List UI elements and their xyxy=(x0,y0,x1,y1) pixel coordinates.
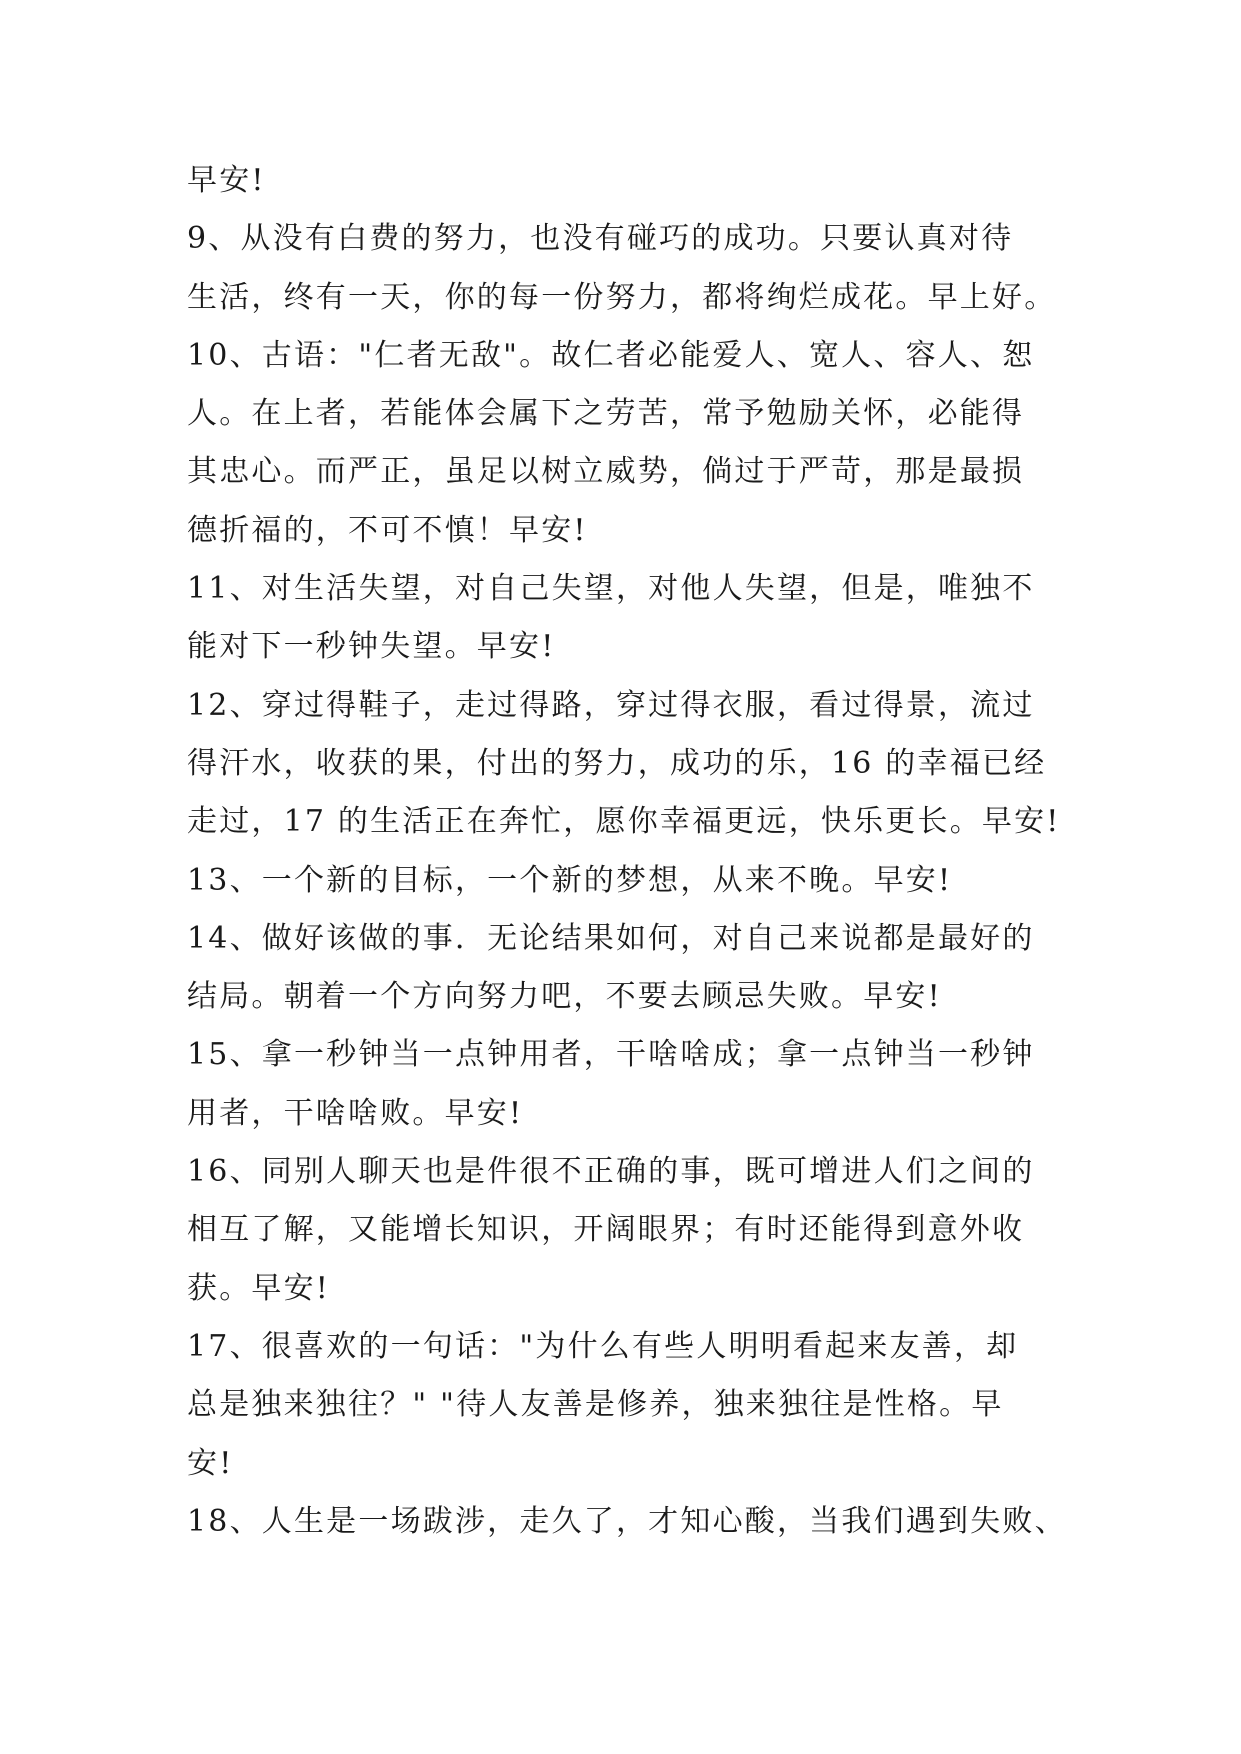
text-line: 17、很喜欢的一句话："为什么有些人明明看起来友善，却 xyxy=(187,1328,1019,1364)
text-line: 15、拿一秒钟当一点钟用者，干啥啥成；拿一点钟当一秒钟 xyxy=(187,1037,1035,1073)
text-line: 获。早安! xyxy=(187,1270,331,1306)
text-line: 人。在上者，若能体会属下之劳苦，常予勉励关怀，必能得 xyxy=(187,396,1025,432)
text-line: 得汗水，收获的果，付出的努力，成功的乐，16 的幸福已经 xyxy=(187,745,1047,781)
text-line: 18、人生是一场跋涉，走久了，才知心酸，当我们遇到失败、 xyxy=(187,1503,1067,1539)
text-line: 13、一个新的目标，一个新的梦想，从来不晚。早安! xyxy=(187,862,953,898)
text-line: 早安! xyxy=(187,163,266,198)
text-line: 12、穿过得鞋子，走过得路，穿过得衣服，看过得景，流过 xyxy=(187,687,1035,723)
text-line: 16、同别人聊天也是件很不正确的事，既可增进人们之间的 xyxy=(187,1154,1035,1190)
text-line: 德折福的，不可不慎！早安! xyxy=(187,512,588,548)
text-line: 结局。朝着一个方向努力吧，不要去顾忌失败。早安! xyxy=(187,979,942,1015)
text-line: 10、古语："仁者无敌"。故仁者必能爱人、宽人、容人、恕 xyxy=(187,337,1035,373)
text-line: 走过，17 的生活正在奔忙，愿你幸福更远，快乐更长。早安! xyxy=(187,804,1061,840)
text-line: 安! xyxy=(187,1445,234,1481)
text-line: 11、对生活失望，对自己失望，对他人失望，但是，唯独不 xyxy=(187,571,1035,607)
text-line: 其忠心。而严正，虽足以树立威势，倘过于严苛，那是最损 xyxy=(187,454,1025,490)
text-line: 9、从没有白费的努力，也没有碰巧的成功。只要认真对待 xyxy=(187,221,1014,257)
text-line: 生活，终有一天，你的每一份努力，都将绚烂成花。早上好。 xyxy=(187,279,1057,315)
text-line: 相互了解，又能增长知识，开阔眼界；有时还能得到意外收 xyxy=(187,1212,1025,1248)
text-line: 14、做好该做的事．无论结果如何，对自己来说都是最好的 xyxy=(187,920,1035,956)
text-line: 总是独来独往？" "待人友善是修养，独来独往是性格。早 xyxy=(187,1387,1004,1423)
text-line: 用者，干啥啥败。早安! xyxy=(187,1095,524,1131)
text-line: 能对下一秒钟失望。早安! xyxy=(187,629,556,665)
document-body xyxy=(187,152,1067,1551)
